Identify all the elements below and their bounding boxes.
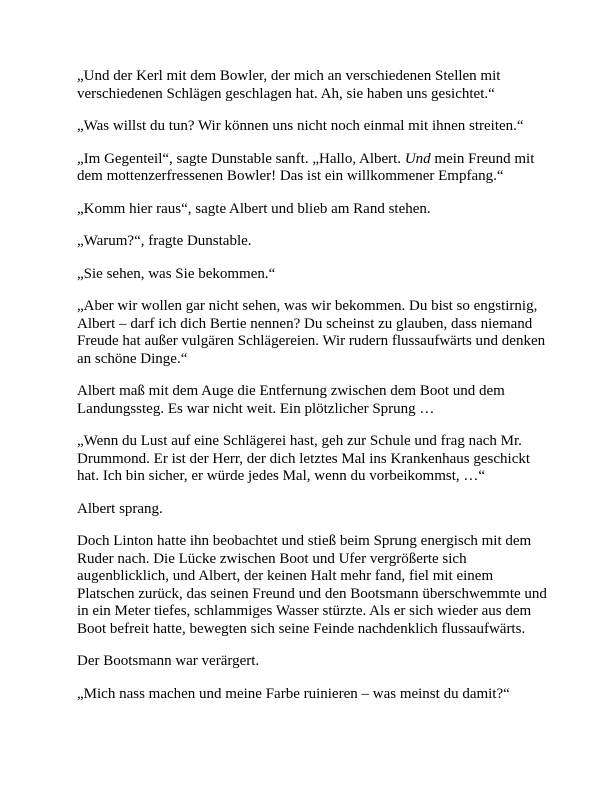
paragraph-12: Der Bootsmann war verärgert. (77, 653, 260, 669)
paragraph-3-text-after: mein Freund mit dem mottenzerfressenen Bowler! Das ist ein willkommener Empfang.“ (77, 150, 535, 184)
paragraph-10: Albert sprang. (77, 500, 163, 517)
paragraph-9: „Wenn du Lust auf eine Schlägerei hast, geh zur Schule und frag nach Mr. Drummond. Er ist der Herr, der dich letztes Mal ins Krankenhaus geschickt hat. Ich bin sicher, er würde jedes Mal, wenn du vorbeikommst, …“ (77, 433, 531, 484)
paragraph-5: „Warum?“, fragte Dunstable. (77, 233, 252, 249)
document-page (77, 68, 547, 718)
paragraph-7: „Aber wir wollen gar nicht sehen, was wir bekommen. Du bist so engstirnig, Albert – darf ich dich Bertie nennen? Du scheinst zu glauben, dass niemand Freude hat außer vulgären Schlägereien. Wir rudern flussaufwärts und denken an schöne Dinge.“ (77, 298, 546, 367)
paragraph-2: „Was willst du tun? Wir können uns nicht noch einmal mit ihnen streiten.“ (77, 118, 524, 134)
paragraph-4: „Komm hier raus“, sagte Albert und blieb am Rand stehen. (77, 200, 431, 217)
paragraph-3 (77, 151, 547, 186)
paragraph-13: „Mich nass machen und meine Farbe ruinieren – was meinst du damit?“ (77, 685, 510, 702)
paragraph-3-emphasis: Und (404, 150, 431, 167)
paragraph-11: Doch Linton hatte ihn beobachtet und stieß beim Sprung energisch mit dem Ruder nach. Die Lücke zwischen Boot und Ufer vergrößerte sich augenblicklich, und Albert, der keinen Halt mehr fand, fiel mit einem Platschen zurück, das seinen Freund und den Bootsmann überschwemmte und in ein Meter tiefes, schlammiges Wasser stürzte. Als er sich wieder aus dem Boot befreit hatte, bewegten sich seine Feinde nachdenklich flussaufwärts. (77, 533, 547, 637)
paragraph-8: Albert maß mit dem Auge die Entfernung zwischen dem Boot und dem Landungssteg. Es war nicht weit. Ein plötzlicher Sprung … (77, 383, 505, 417)
paragraph-1: „Und der Kerl mit dem Bowler, der mich an verschiedenen Stellen mit verschiedenen Schlägen geschlagen hat. Ah, sie haben uns gesichtet.“ (77, 68, 501, 102)
paragraph-6: „Sie sehen, was Sie bekommen.“ (77, 265, 276, 282)
paragraph-3-text-before: „Im Gegenteil“, sagte Dunstable sanft. „Hallo, Albert. (77, 150, 405, 167)
